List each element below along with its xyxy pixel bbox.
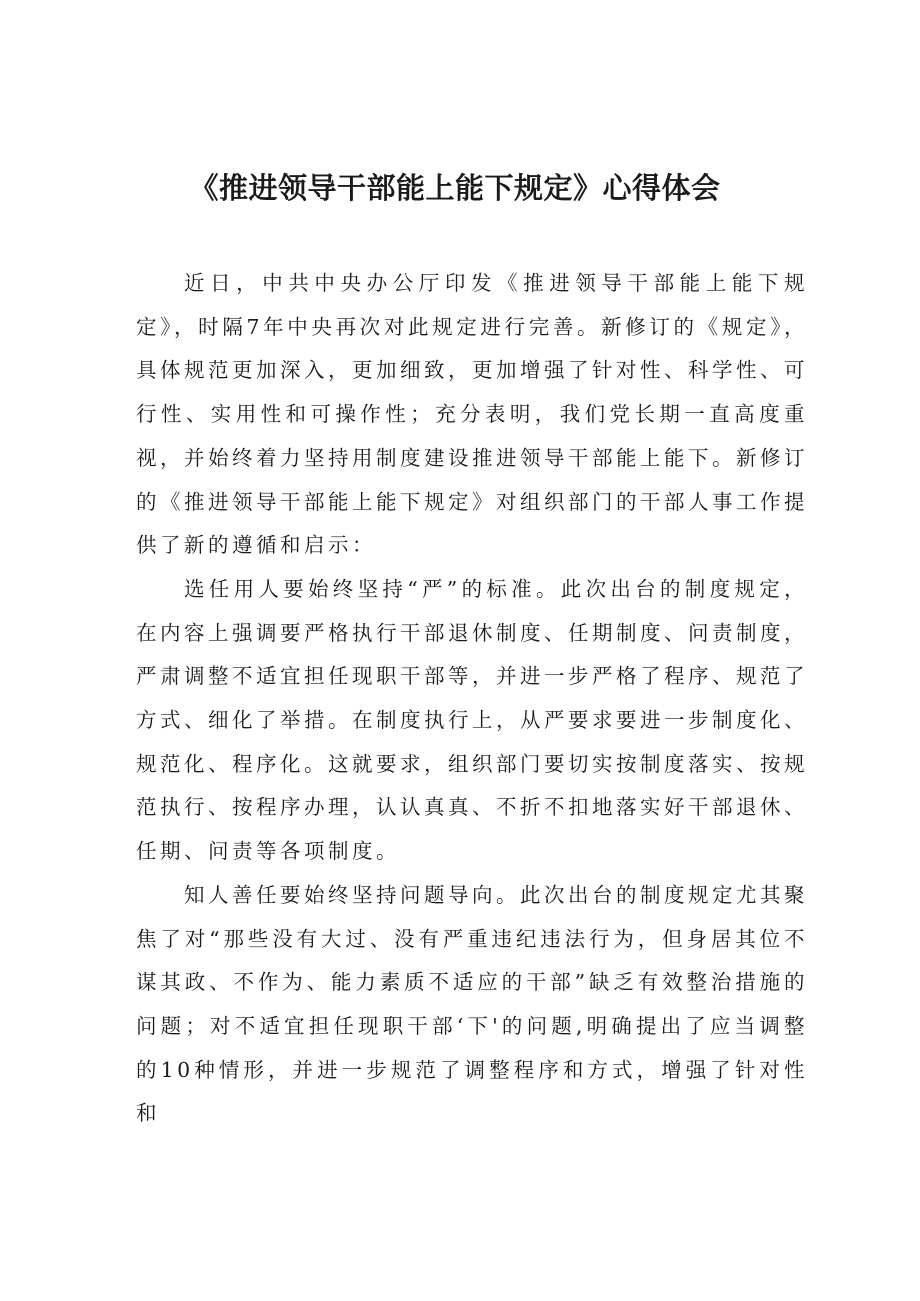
paragraph-2: 选任用人要始终坚持“严”的标准。此次出台的制度规定，在内容上强调要严格执行干部退休制度、任期制度、问责制度，严肃调整不适宜担任现职干部等，并进一步严格了程序、规范了方式、细化了举措。在制度执行上，从严要求要进一步制度化、规范化、程序化。这就要求，组织部门要切实按制度落实、按规范执行、按程序办理，认认真真、不折不扣地落实好干部退休、任期、问责等各项制度。 — [136, 576, 808, 864]
paragraph-1: 近日，中共中央办公厅印发《推进领导干部能上能下规定》，时隔7年中央再次对此规定进行完善。新修订的《规定》，具体规范更加深入，更加细致，更加增强了针对性、科学性、可行性、实用性和可操作性；充分表明，我们党长期一直高度重视，并始终着力坚持用制度建设推进领导干部能上能下。新修订的《推进领导干部能上能下规定》对组织部门的干部人事工作提供了新的遵循和启示： — [136, 271, 808, 558]
document-body — [136, 262, 808, 1136]
paragraph-3: 知人善任要始终坚持问题导向。此次出台的制度规定尤其聚焦了对“那些没有大过、没有严重违纪违法行为，但身居其位不谋其政、不作为、能力素质不适应的干部”缺乏有效整治措施的问题；对不适宜担任现职干部‘下'的问题,明确提出了应当调整的10种情形，并进一步规范了调整程序和方式，增强了针对性和 — [136, 882, 808, 1126]
document-title: 《推进领导干部能上能下规定》心得体会 — [189, 171, 721, 205]
